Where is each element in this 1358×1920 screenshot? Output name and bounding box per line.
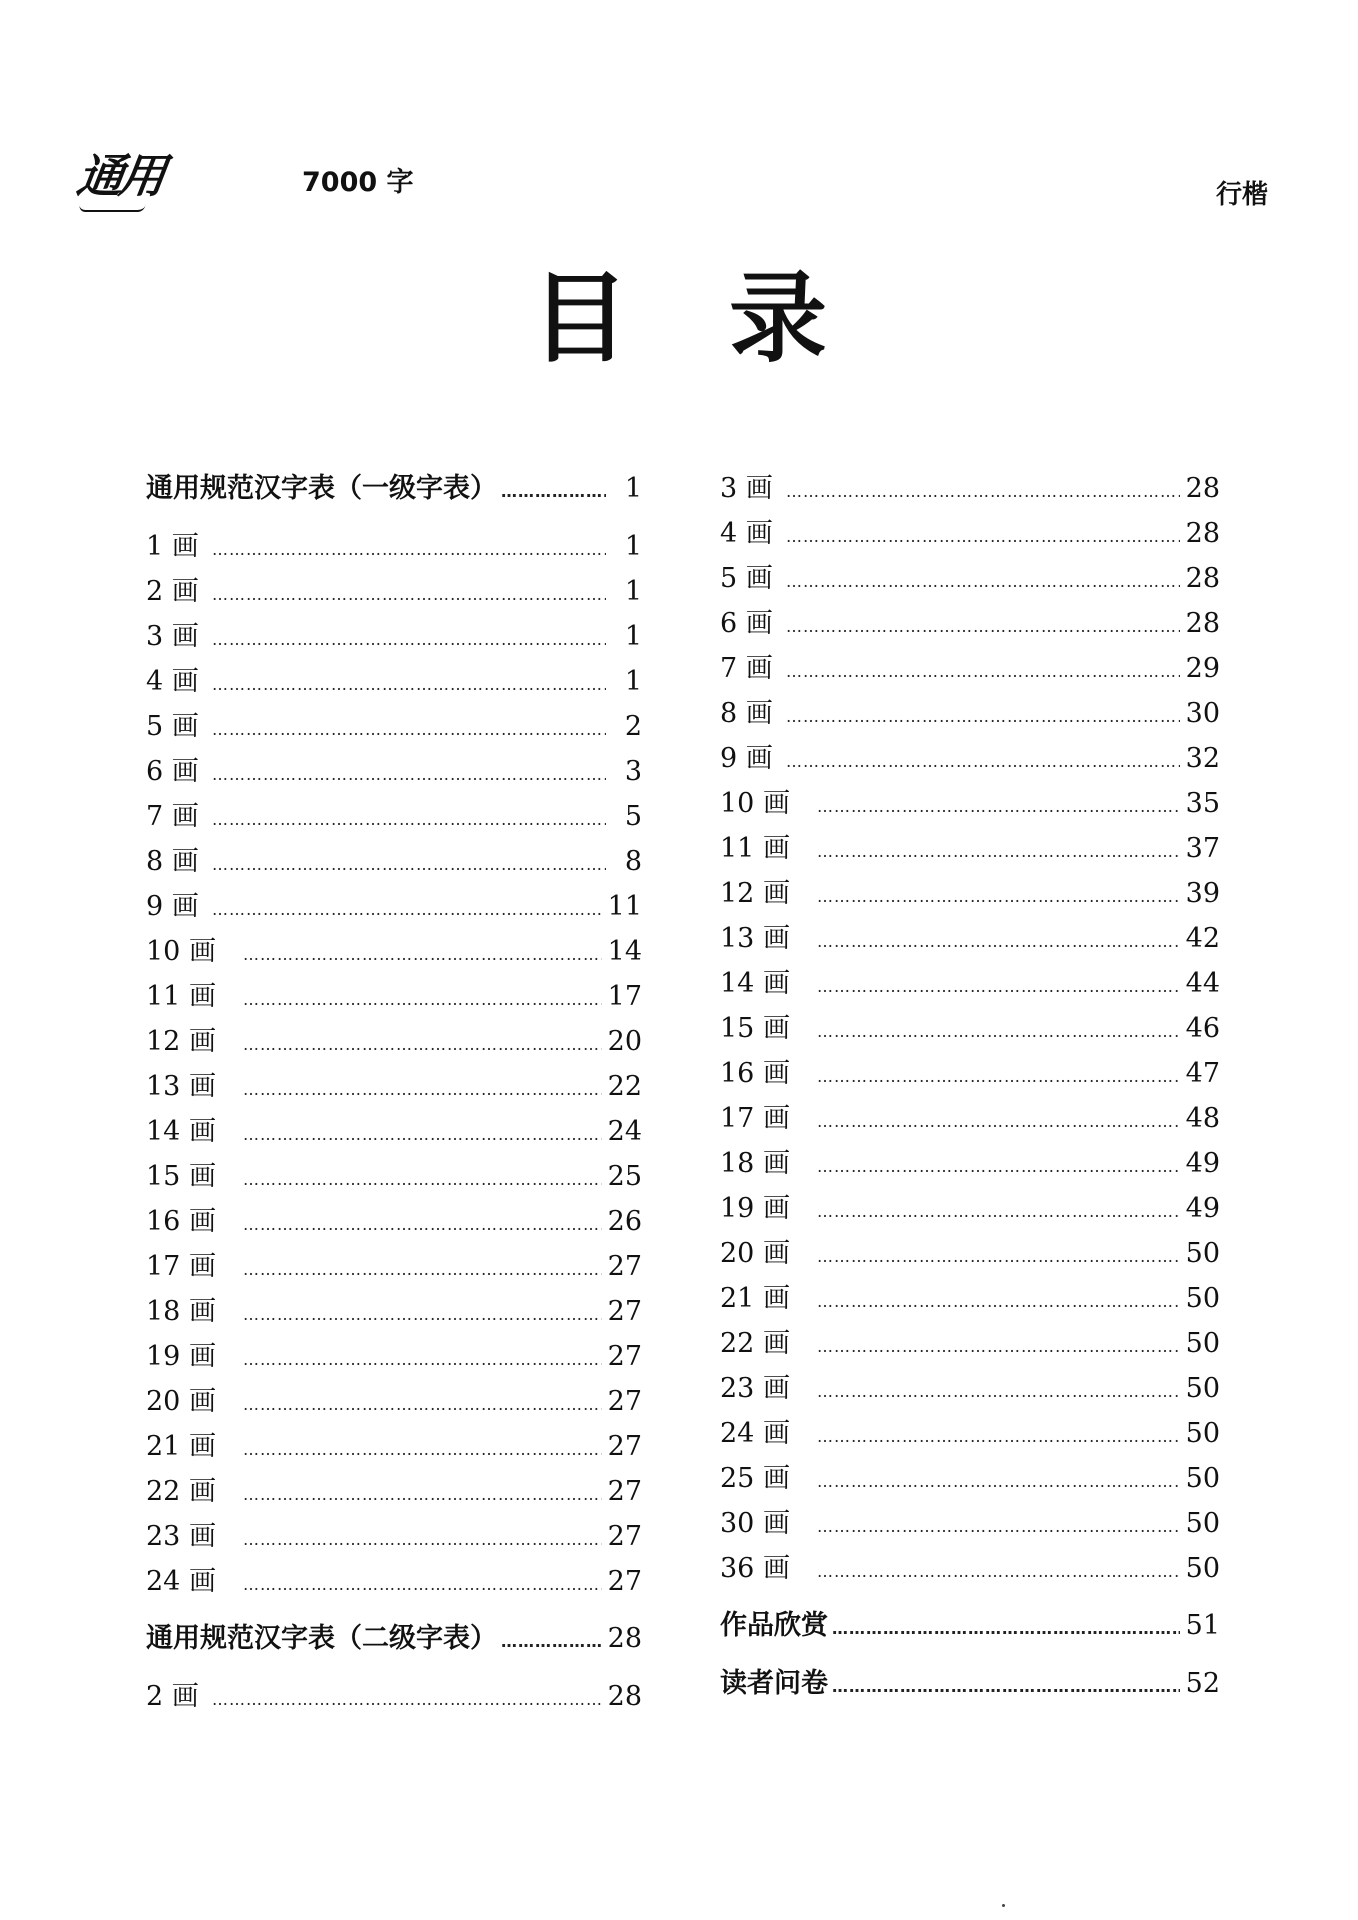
toc-label: 30 画 <box>720 1508 790 1539</box>
dot-leader <box>817 1517 1180 1536</box>
toc-entry[interactable] <box>146 1244 642 1289</box>
toc-entry[interactable] <box>720 556 1220 601</box>
toc-page-number: 47 <box>1185 1058 1220 1089</box>
toc-entry[interactable] <box>720 1186 1220 1231</box>
dot-leader <box>243 1440 602 1459</box>
toc-page-number: 37 <box>1185 833 1220 864</box>
toc-entry[interactable] <box>146 1289 642 1334</box>
toc-entry[interactable] <box>146 1064 642 1109</box>
toc-entry[interactable] <box>146 569 642 614</box>
toc-entry[interactable] <box>720 1096 1220 1141</box>
toc-label: 13 画 <box>146 1071 216 1102</box>
toc-entry[interactable] <box>720 511 1220 556</box>
toc-label: 22 画 <box>720 1328 790 1359</box>
page-title: 目录 <box>530 262 927 376</box>
toc-page-number: 22 <box>607 1071 642 1102</box>
toc-label: 2 画 <box>146 1681 199 1712</box>
toc-label: 22 画 <box>146 1476 216 1507</box>
dot-leader <box>817 932 1180 951</box>
calligraphy-style-label: 行楷 <box>1216 180 1269 210</box>
toc-page-number: 48 <box>1185 1103 1220 1134</box>
dot-leader <box>832 1677 1180 1696</box>
toc-entry[interactable] <box>146 839 642 884</box>
toc-page-number: 46 <box>1185 1013 1220 1044</box>
dot-leader <box>243 1260 602 1279</box>
toc-page-number: 49 <box>1185 1148 1220 1179</box>
toc-page-number: 20 <box>607 1026 642 1057</box>
toc-label: 通用规范汉字表（二级字表） <box>146 1623 497 1654</box>
toc-label: 25 画 <box>720 1463 790 1494</box>
toc-page-number: 29 <box>1185 653 1220 684</box>
dot-leader <box>786 752 1180 771</box>
toc-label: 15 画 <box>720 1013 790 1044</box>
toc-label: 4 画 <box>146 666 199 697</box>
toc-page-number: 27 <box>607 1251 642 1282</box>
toc-page-number: 50 <box>1185 1238 1220 1269</box>
toc-entry[interactable] <box>720 736 1220 781</box>
toc-entry[interactable] <box>146 794 642 839</box>
toc-entry[interactable] <box>146 1674 642 1719</box>
toc-label: 12 画 <box>146 1026 216 1057</box>
dot-leader <box>501 482 606 501</box>
toc-label: 24 画 <box>720 1418 790 1449</box>
toc-label: 7 画 <box>720 653 773 684</box>
toc-entry[interactable] <box>146 524 642 569</box>
toc-entry[interactable] <box>720 1051 1220 1096</box>
toc-page-number: 28 <box>1185 518 1220 549</box>
dot-leader <box>817 1472 1180 1491</box>
toc-entry[interactable] <box>146 614 642 659</box>
dot-leader <box>817 1562 1180 1581</box>
toc-entry[interactable] <box>146 1424 642 1469</box>
toc-label: 2 画 <box>146 576 199 607</box>
toc-label: 作品欣赏 <box>720 1610 828 1641</box>
toc-entry[interactable] <box>146 1019 642 1064</box>
toc-page-number: 27 <box>607 1431 642 1462</box>
toc-page-number: 27 <box>607 1476 642 1507</box>
toc-page-number: 50 <box>1185 1418 1220 1449</box>
dot-leader <box>786 527 1180 546</box>
toc-label: 15 画 <box>146 1161 216 1192</box>
toc-label: 3 画 <box>720 473 773 504</box>
toc-page-number: 27 <box>607 1386 642 1417</box>
dot-leader <box>243 945 602 964</box>
toc-label: 8 画 <box>720 698 773 729</box>
toc-page-number: 1 <box>624 666 642 697</box>
toc-page-number: 28 <box>607 1681 642 1712</box>
toc-label: 1 画 <box>146 531 199 562</box>
toc-label: 7 画 <box>146 801 199 832</box>
toc-label: 17 画 <box>720 1103 790 1134</box>
toc-entry[interactable] <box>720 1231 1220 1276</box>
toc-label: 通用规范汉字表（一级字表） <box>146 473 497 504</box>
toc-page-number: 32 <box>1185 743 1220 774</box>
dot-leader <box>212 1690 602 1709</box>
toc-page-number: 52 <box>1185 1668 1220 1699</box>
dot-leader <box>817 1292 1180 1311</box>
toc-entry[interactable] <box>146 749 642 794</box>
toc-page-number: 11 <box>607 891 642 922</box>
dot-leader <box>786 572 1180 591</box>
dot-leader <box>212 810 606 829</box>
dot-leader <box>212 630 606 649</box>
dot-leader <box>786 707 1180 726</box>
toc-page-number: 50 <box>1185 1508 1220 1539</box>
toc-page-number: 3 <box>624 756 642 787</box>
toc-entry[interactable] <box>146 974 642 1019</box>
toc-label: 21 画 <box>720 1283 790 1314</box>
toc-page-number: 30 <box>1185 698 1220 729</box>
toc-entry[interactable] <box>720 1411 1220 1456</box>
toc-label: 8 画 <box>146 846 199 877</box>
dot-leader <box>817 1157 1180 1176</box>
dot-leader <box>817 1202 1180 1221</box>
dot-leader <box>243 1035 602 1054</box>
toc-entry[interactable] <box>720 916 1220 961</box>
toc-page-number: 26 <box>607 1206 642 1237</box>
toc-entry[interactable] <box>720 691 1220 736</box>
toc-label: 9 画 <box>146 891 199 922</box>
toc-page-number: 39 <box>1185 878 1220 909</box>
toc-label: 12 画 <box>720 878 790 909</box>
toc-label: 16 画 <box>146 1206 216 1237</box>
toc-entry[interactable] <box>720 1456 1220 1501</box>
toc-label: 20 画 <box>146 1386 216 1417</box>
toc-section-heading[interactable] <box>720 1603 1220 1661</box>
toc-page-number: 50 <box>1185 1328 1220 1359</box>
toc-page-number: 27 <box>607 1296 642 1327</box>
dot-leader <box>817 977 1180 996</box>
dot-leader <box>786 482 1180 501</box>
dot-leader <box>817 1427 1180 1446</box>
toc-page-number: 25 <box>607 1161 642 1192</box>
toc-page-number: 28 <box>1185 473 1220 504</box>
toc-page-number: 1 <box>624 576 642 607</box>
dot-leader <box>243 1305 602 1324</box>
toc-entry[interactable] <box>146 1109 642 1154</box>
toc-label: 18 画 <box>720 1148 790 1179</box>
toc-entry[interactable] <box>146 884 642 929</box>
brand-logo: 通用 <box>73 140 166 206</box>
toc-page-number: 28 <box>1185 563 1220 594</box>
toc-page-number: 5 <box>624 801 642 832</box>
dot-leader <box>243 1080 602 1099</box>
toc-label: 6 画 <box>146 756 199 787</box>
dot-leader <box>817 1247 1180 1266</box>
toc-page-number: 1 <box>624 473 642 504</box>
toc-entry[interactable] <box>146 1334 642 1379</box>
toc-entry[interactable] <box>720 1141 1220 1186</box>
dot-leader <box>212 765 606 784</box>
dot-leader <box>212 675 606 694</box>
dot-leader <box>212 540 606 559</box>
dot-leader <box>243 990 602 1009</box>
toc-page-number: 17 <box>607 981 642 1012</box>
toc-entry[interactable] <box>720 781 1220 826</box>
toc-page-number: 50 <box>1185 1463 1220 1494</box>
dot-leader <box>817 1382 1180 1401</box>
toc-label: 14 画 <box>146 1116 216 1147</box>
toc-label: 16 画 <box>720 1058 790 1089</box>
toc-label: 3 画 <box>146 621 199 652</box>
dot-leader <box>212 720 606 739</box>
dot-leader <box>243 1395 602 1414</box>
toc-entry[interactable] <box>146 1514 642 1559</box>
toc-label: 4 画 <box>720 518 773 549</box>
toc-page-number: 1 <box>624 531 642 562</box>
toc-page-number: 49 <box>1185 1193 1220 1224</box>
toc-page-number: 35 <box>1185 788 1220 819</box>
toc-label: 23 画 <box>146 1521 216 1552</box>
dot-leader <box>832 1619 1180 1638</box>
toc-label: 19 画 <box>720 1193 790 1224</box>
toc-page-number: 28 <box>607 1623 642 1654</box>
toc-page-number: 42 <box>1185 923 1220 954</box>
dot-leader <box>786 662 1180 681</box>
toc-page-number: 28 <box>1185 608 1220 639</box>
toc-label: 5 画 <box>720 563 773 594</box>
toc-label: 17 画 <box>146 1251 216 1282</box>
toc-section-heading[interactable] <box>720 1661 1220 1719</box>
toc-label: 11 画 <box>146 981 216 1012</box>
toc-entry[interactable] <box>720 1366 1220 1411</box>
dot-leader <box>243 1215 602 1234</box>
character-count-label: 7000 字 <box>302 167 414 198</box>
toc-page-number: 27 <box>607 1566 642 1597</box>
dot-leader <box>212 900 602 919</box>
toc-entry[interactable] <box>720 466 1220 511</box>
toc-label: 20 画 <box>720 1238 790 1269</box>
toc-column-left <box>146 466 642 1719</box>
dot-leader <box>817 1337 1180 1356</box>
toc-page-number: 50 <box>1185 1373 1220 1404</box>
dot-leader <box>212 855 606 874</box>
toc-entry[interactable] <box>720 961 1220 1006</box>
toc-label: 14 画 <box>720 968 790 999</box>
dot-leader <box>501 1632 602 1651</box>
toc-label: 19 画 <box>146 1341 216 1372</box>
toc-column-right <box>720 466 1220 1719</box>
toc-entry[interactable] <box>720 601 1220 646</box>
dot-leader <box>817 1067 1180 1086</box>
dot-leader <box>243 1170 602 1189</box>
toc-page-number: 27 <box>607 1521 642 1552</box>
toc-page-number: 44 <box>1185 968 1220 999</box>
toc-entry[interactable] <box>720 1546 1220 1591</box>
toc-entry[interactable] <box>720 1321 1220 1366</box>
toc-label: 23 画 <box>720 1373 790 1404</box>
toc-page-number: 14 <box>607 936 642 967</box>
toc-entry[interactable] <box>720 646 1220 691</box>
toc-entry[interactable] <box>146 1559 642 1604</box>
toc-page-number: 8 <box>624 846 642 877</box>
toc-entry[interactable] <box>146 1469 642 1514</box>
dot-leader <box>817 797 1180 816</box>
toc-entry[interactable] <box>720 871 1220 916</box>
toc-label: 9 画 <box>720 743 773 774</box>
print-mark <box>1002 1904 1005 1907</box>
toc-entry[interactable] <box>146 1199 642 1244</box>
toc-section-heading[interactable] <box>146 1616 642 1674</box>
toc-entry[interactable] <box>720 826 1220 871</box>
toc-page-number: 50 <box>1185 1283 1220 1314</box>
toc-label: 10 画 <box>146 936 216 967</box>
toc-label: 36 画 <box>720 1553 790 1584</box>
toc-page-number: 27 <box>607 1341 642 1372</box>
toc-entry[interactable] <box>146 704 642 749</box>
toc-entry[interactable] <box>720 1006 1220 1051</box>
toc-label: 6 画 <box>720 608 773 639</box>
toc-page-number: 24 <box>607 1116 642 1147</box>
toc-label: 5 画 <box>146 711 199 742</box>
dot-leader <box>786 617 1180 636</box>
toc-label: 读者问卷 <box>720 1668 828 1699</box>
dot-leader <box>212 585 606 604</box>
toc-page-number: 51 <box>1185 1610 1220 1641</box>
toc-entry[interactable] <box>146 1154 642 1199</box>
toc-page-number: 50 <box>1185 1553 1220 1584</box>
toc-label: 21 画 <box>146 1431 216 1462</box>
toc-entry[interactable] <box>146 659 642 704</box>
toc-label: 10 画 <box>720 788 790 819</box>
dot-leader <box>817 842 1180 861</box>
toc-entry[interactable] <box>720 1276 1220 1321</box>
toc-label: 24 画 <box>146 1566 216 1597</box>
dot-leader <box>243 1485 602 1504</box>
toc-label: 18 画 <box>146 1296 216 1327</box>
dot-leader <box>817 887 1180 906</box>
toc-entry[interactable] <box>146 929 642 974</box>
dot-leader <box>243 1125 602 1144</box>
toc-section-heading[interactable] <box>146 466 642 524</box>
toc-entry[interactable] <box>720 1501 1220 1546</box>
dot-leader <box>817 1112 1180 1131</box>
toc-entry[interactable] <box>146 1379 642 1424</box>
toc-page-number: 2 <box>624 711 642 742</box>
toc-label: 13 画 <box>720 923 790 954</box>
dot-leader <box>243 1350 602 1369</box>
dot-leader <box>243 1575 602 1594</box>
toc-label: 11 画 <box>720 833 790 864</box>
toc-page-number: 1 <box>624 621 642 652</box>
dot-leader <box>243 1530 602 1549</box>
dot-leader <box>817 1022 1180 1041</box>
